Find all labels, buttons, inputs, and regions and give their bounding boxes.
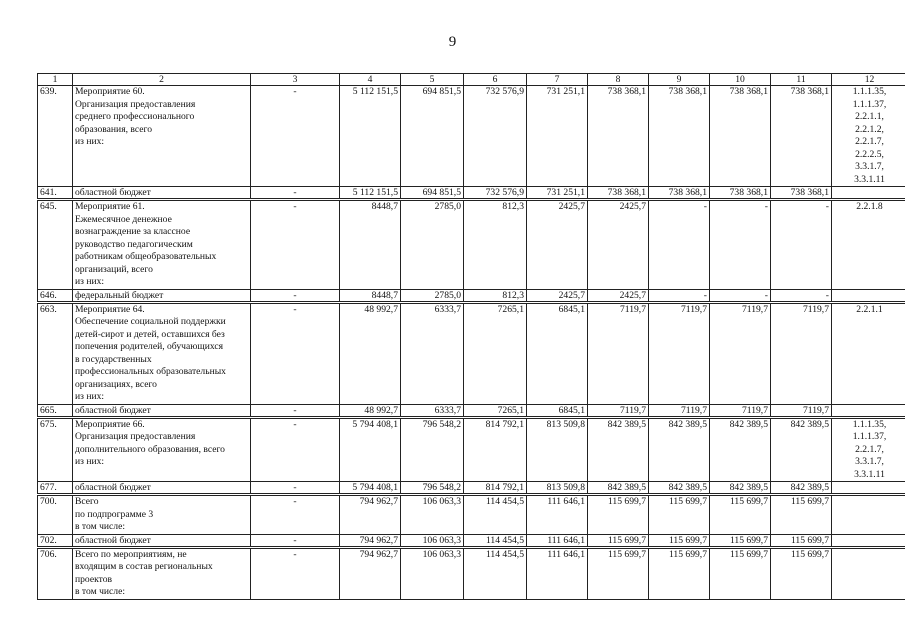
row-name	[73, 86, 251, 187]
row-value: 114 454,5	[464, 495, 527, 535]
row-value: 115 699,7	[649, 547, 710, 599]
row-value: 6845,1	[527, 302, 588, 404]
row-codes	[832, 86, 905, 187]
row-name-line: областной бюджет	[75, 187, 151, 198]
row-value: 2425,7	[588, 289, 649, 302]
row-value: 7119,7	[649, 404, 710, 417]
table-row	[38, 302, 905, 404]
row-value: 7119,7	[649, 302, 710, 404]
row-value: 5 794 408,1	[340, 417, 401, 482]
row-value: 732 576,9	[464, 86, 527, 187]
row-value: 5 112 151,5	[340, 86, 401, 187]
row-value: 738 368,1	[588, 187, 649, 200]
row-executor: -	[251, 289, 340, 302]
row-number: 706.	[38, 547, 73, 599]
row-codes	[832, 187, 905, 200]
row-value: -	[649, 289, 710, 302]
row-name	[73, 289, 251, 302]
row-name-line: из них:	[75, 136, 105, 147]
table-subrow	[38, 187, 905, 200]
row-name	[73, 482, 251, 495]
row-value: 796 548,2	[401, 482, 464, 495]
row-code-line: 2.2.2.5,	[855, 148, 884, 160]
row-name-line: организациях, всего	[75, 378, 157, 390]
row-name-line: в государственных	[75, 353, 152, 365]
table-subrow	[38, 289, 905, 302]
column-header: 2	[73, 74, 251, 86]
row-codes	[832, 482, 905, 495]
row-executor: -	[251, 404, 340, 417]
row-number: 639.	[38, 86, 73, 187]
row-name-line: входящим в состав региональных	[75, 561, 213, 572]
row-number: 700.	[38, 495, 73, 535]
row-code-line: 1.1.1.35,	[852, 418, 887, 430]
row-name	[73, 187, 251, 200]
table-subrow	[38, 534, 905, 547]
row-code-line: 2.2.1.1	[856, 303, 883, 315]
row-code-line: 3.3.1.7,	[855, 456, 884, 467]
row-name-line: Всего	[75, 496, 99, 507]
row-name-line: Организация предоставления	[75, 431, 196, 442]
row-value: 738 368,1	[710, 86, 771, 187]
row-value: 2425,7	[588, 200, 649, 290]
row-value: 7119,7	[710, 302, 771, 404]
row-name-line: руководство педагогическим	[75, 238, 193, 250]
row-code-line: 2.2.1.7,	[855, 136, 884, 147]
row-name-line: Мероприятие 61.	[75, 201, 145, 212]
row-name-line: из них:	[75, 391, 105, 402]
row-value: 8448,7	[340, 289, 401, 302]
row-value: 6845,1	[527, 404, 588, 417]
row-value: -	[771, 200, 832, 290]
row-name-line: Всего по мероприятиям, не	[75, 548, 187, 560]
row-value: 111 646,1	[527, 495, 588, 535]
column-header: 5	[401, 74, 464, 86]
column-header: 9	[649, 74, 710, 86]
row-value: 5 794 408,1	[340, 482, 401, 495]
row-codes	[832, 302, 905, 404]
page-number: 9	[448, 34, 457, 50]
column-header: 10	[710, 74, 771, 86]
row-number: 663.	[38, 302, 73, 404]
row-value: 731 251,1	[527, 187, 588, 200]
row-name	[73, 495, 251, 535]
row-value: 794 962,7	[340, 534, 401, 547]
row-value: 7119,7	[771, 404, 832, 417]
row-value: 111 646,1	[527, 547, 588, 599]
row-value: 842 389,5	[771, 417, 832, 482]
row-name-line: Организация предоставления	[75, 98, 196, 110]
row-code-line: 2.2.1.1,	[855, 111, 884, 122]
row-value: 48 992,7	[340, 404, 401, 417]
row-name-line: работникам общеобразовательных	[75, 251, 217, 262]
row-value: 115 699,7	[710, 534, 771, 547]
row-codes	[832, 200, 905, 290]
row-value: 5 112 151,5	[340, 187, 401, 200]
row-value: 842 389,5	[649, 417, 710, 482]
row-value: 796 548,2	[401, 417, 464, 482]
row-value: 6333,7	[401, 302, 464, 404]
row-executor: -	[251, 495, 340, 535]
row-value: 48 992,7	[340, 302, 401, 404]
row-code-line: 1.1.1.35,	[852, 86, 887, 97]
row-value: 115 699,7	[710, 547, 771, 599]
row-value: -	[710, 200, 771, 290]
row-value: 842 389,5	[649, 482, 710, 495]
column-header: 6	[464, 74, 527, 86]
row-code-line: 3.3.1.11	[854, 173, 885, 185]
row-value: -	[771, 289, 832, 302]
row-value: 812,3	[464, 289, 527, 302]
row-value: 8448,7	[340, 200, 401, 290]
row-value: 115 699,7	[710, 495, 771, 535]
row-codes	[832, 417, 905, 482]
row-name-line: областной бюджет	[75, 534, 151, 546]
row-value: 115 699,7	[588, 547, 649, 599]
row-value: 731 251,1	[527, 86, 588, 187]
row-name-line: организаций, всего	[75, 263, 153, 275]
row-number: 641.	[38, 187, 73, 200]
row-name-line: профессиональных образовательных	[75, 366, 226, 377]
row-name-line: из них:	[75, 276, 105, 287]
row-value: 7119,7	[771, 302, 832, 404]
row-value: 6333,7	[401, 404, 464, 417]
row-name	[73, 404, 251, 417]
row-name-line: Мероприятие 66.	[75, 418, 145, 430]
row-value: 842 389,5	[710, 417, 771, 482]
row-executor: -	[251, 417, 340, 482]
table-header-row	[38, 74, 905, 86]
row-code-line: 1.1.1.37,	[852, 98, 887, 110]
row-name-line: по подпрограмме 3	[75, 508, 154, 520]
row-value: 738 368,1	[710, 187, 771, 200]
row-value: -	[649, 200, 710, 290]
row-executor: -	[251, 482, 340, 495]
row-value: 7119,7	[710, 404, 771, 417]
row-name-line: попечения родителей, обучающихся	[75, 341, 224, 352]
row-value: 842 389,5	[588, 482, 649, 495]
row-value: 115 699,7	[771, 534, 832, 547]
table-row	[38, 200, 905, 290]
row-value: 738 368,1	[649, 187, 710, 200]
row-code-line: 3.3.1.11	[854, 468, 885, 480]
row-value: 794 962,7	[340, 495, 401, 535]
row-value: 7119,7	[588, 404, 649, 417]
row-number: 646.	[38, 289, 73, 302]
row-name	[73, 200, 251, 290]
table-subrow	[38, 404, 905, 417]
row-name-line: в том числе:	[75, 521, 126, 532]
column-header: 12	[832, 74, 905, 86]
row-value: 111 646,1	[527, 534, 588, 547]
row-name-line: Мероприятие 60.	[75, 86, 145, 97]
row-name-line: федеральный бюджет	[75, 289, 164, 301]
row-name-line: Ежемесячное денежное	[75, 213, 172, 225]
row-value: 813 509,8	[527, 482, 588, 495]
row-number: 677.	[38, 482, 73, 495]
row-name-line: среднего профессионального	[75, 111, 195, 122]
row-value: 2425,7	[527, 289, 588, 302]
row-value: 115 699,7	[588, 495, 649, 535]
row-value: 794 962,7	[340, 547, 401, 599]
row-codes	[832, 289, 905, 302]
row-value: 115 699,7	[588, 534, 649, 547]
row-name	[73, 534, 251, 547]
row-name	[73, 302, 251, 404]
row-value: 842 389,5	[710, 482, 771, 495]
row-code-line: 2.2.1.8	[856, 201, 883, 212]
row-value: 7265,1	[464, 404, 527, 417]
table-row	[38, 547, 905, 599]
table-subrow	[38, 482, 905, 495]
row-code-line: 2.2.1.2,	[855, 123, 884, 135]
row-name-line: вознаграждение за классное	[75, 226, 191, 237]
row-name-line: дополнительного образования, всего	[75, 443, 225, 455]
row-executor: -	[251, 534, 340, 547]
column-header: 4	[340, 74, 401, 86]
row-value: 106 063,3	[401, 495, 464, 535]
row-value: 694 851,5	[401, 187, 464, 200]
row-value: 115 699,7	[771, 495, 832, 535]
row-name	[73, 547, 251, 599]
row-value: 814 792,1	[464, 482, 527, 495]
row-value: 842 389,5	[588, 417, 649, 482]
row-value: 106 063,3	[401, 547, 464, 599]
row-name-line: из них:	[75, 456, 105, 467]
row-value: 7265,1	[464, 302, 527, 404]
row-code-line: 1.1.1.37,	[852, 431, 887, 442]
row-name-line: Обеспечение социальной поддержки	[75, 316, 226, 327]
table-row	[38, 495, 905, 535]
row-name-line: детей-сирот и детей, оставшихся без	[75, 328, 225, 340]
column-header: 7	[527, 74, 588, 86]
row-name-line: областной бюджет	[75, 404, 151, 416]
row-value: 738 368,1	[588, 86, 649, 187]
row-value: 115 699,7	[649, 534, 710, 547]
row-codes	[832, 534, 905, 547]
row-value: 7119,7	[588, 302, 649, 404]
row-executor: -	[251, 86, 340, 187]
row-number: 665.	[38, 404, 73, 417]
row-value: 813 509,8	[527, 417, 588, 482]
row-code-line: 2.2.1.7,	[855, 443, 884, 455]
row-name-line: Мероприятие 64.	[75, 303, 145, 315]
row-value: 2425,7	[527, 200, 588, 290]
table-row	[38, 417, 905, 482]
row-value: 812,3	[464, 200, 527, 290]
row-value: 114 454,5	[464, 534, 527, 547]
row-value: -	[710, 289, 771, 302]
row-value: 106 063,3	[401, 534, 464, 547]
row-value: 738 368,1	[771, 187, 832, 200]
budget-table	[37, 73, 905, 600]
row-value: 732 576,9	[464, 187, 527, 200]
row-name-line: в том числе:	[75, 586, 126, 597]
row-executor: -	[251, 547, 340, 599]
table-row	[38, 86, 905, 187]
row-value: 842 389,5	[771, 482, 832, 495]
column-header: 1	[38, 74, 73, 86]
row-number: 645.	[38, 200, 73, 290]
row-executor: -	[251, 187, 340, 200]
row-value: 738 368,1	[649, 86, 710, 187]
row-number: 702.	[38, 534, 73, 547]
row-value: 115 699,7	[649, 495, 710, 535]
column-header: 11	[771, 74, 832, 86]
row-value: 115 699,7	[771, 547, 832, 599]
row-value: 814 792,1	[464, 417, 527, 482]
row-codes	[832, 495, 905, 535]
row-codes	[832, 404, 905, 417]
row-value: 694 851,5	[401, 86, 464, 187]
row-name-line: образования, всего	[75, 123, 153, 135]
row-executor: -	[251, 200, 340, 290]
row-executor: -	[251, 302, 340, 404]
column-header: 3	[251, 74, 340, 86]
row-code-line: 3.3.1.7,	[855, 161, 884, 172]
row-codes	[832, 547, 905, 599]
row-value: 2785,0	[401, 289, 464, 302]
row-value: 2785,0	[401, 200, 464, 290]
row-name-line: областной бюджет	[75, 482, 151, 493]
row-name-line: проектов	[75, 573, 113, 585]
row-number: 675.	[38, 417, 73, 482]
row-name	[73, 417, 251, 482]
column-header: 8	[588, 74, 649, 86]
row-value: 114 454,5	[464, 547, 527, 599]
row-value: 738 368,1	[771, 86, 832, 187]
